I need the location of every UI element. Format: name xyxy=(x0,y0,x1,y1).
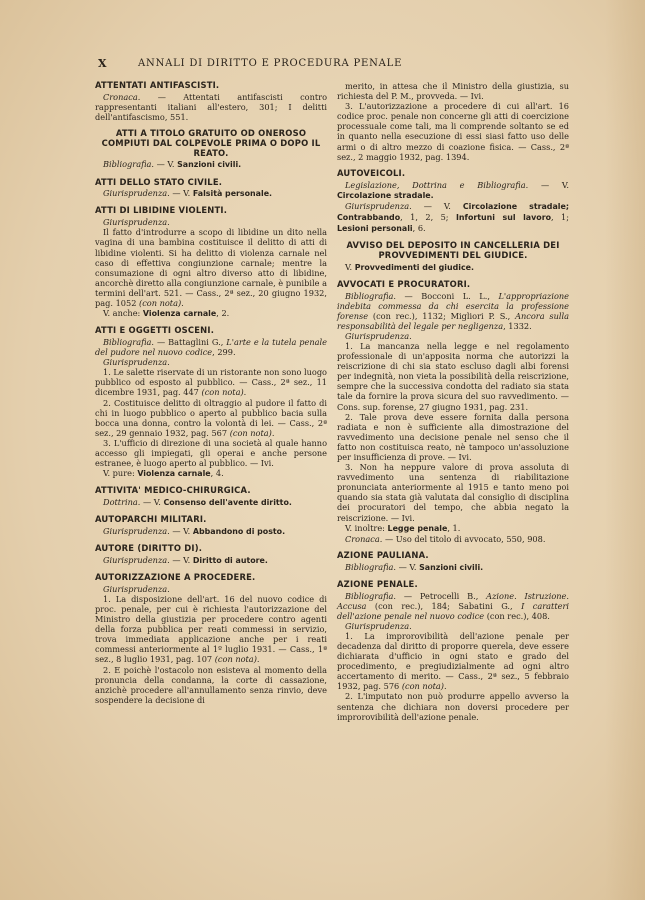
italic-text: (con nota) xyxy=(201,387,244,398)
entry-paragraph xyxy=(337,291,569,331)
italic-text: Giurisprudenza. xyxy=(103,554,170,565)
text-run: 1. Le salette riservate di un ristorante non sono luogo pubblico od esposto al pubblico. — Cass., 2ª sez., 11 dicembre 1931, pag. 447 xyxy=(95,367,327,398)
text-run: , 299. xyxy=(212,347,236,358)
text-run: — V. xyxy=(411,200,463,211)
entry-paragraph xyxy=(95,468,327,479)
text-run: . xyxy=(181,298,184,308)
text-run: merito, in attesa che il Ministro della giustizia, su richiesta del P. M., provveda. — Ivi. xyxy=(337,81,569,102)
italic-text: Giurisprudenza. xyxy=(103,217,170,228)
italic-text: Cronaca. xyxy=(103,91,141,102)
text-run: 2. Tale prova deve essere fornita dalla persona radiata e non è sufficiente alla dimostrazione del ravvedimento una decisione penale nel senso che il fatto non costituisca reato, nè tampoco un'assoluzione per insufficienza di prove. — Ivi. xyxy=(337,411,569,462)
italic-text: Bibliografia. xyxy=(103,336,155,347)
italic-text: (con nota) xyxy=(214,654,257,665)
text-run: — Petrocelli B., xyxy=(396,590,487,601)
index-entry xyxy=(95,544,327,566)
entry-heading: AZIONE PAULIANA. xyxy=(337,549,429,560)
entry-gap xyxy=(95,707,327,712)
text-run: Il fatto d'introdurre a scopo di libidine un dito nella vagina di una bambina costituisce il delitto di atti di libidine violenti. Si ha delitto di violenza carnale nel caso di effettiva congiunzione carnale; mentre la consumazione di ogni altro diverso atto di libidine, ancorchè diretto alla congiunzione carnale, è punibile a termini dell'art. 521. — Cass., 2ª sez., 20 giugno 1932, pag. 1052 xyxy=(95,227,327,308)
cross-reference: Falsità personale. xyxy=(192,189,273,199)
italic-text: Giurisprudenza. xyxy=(103,525,170,536)
text-run: 3. Non ha neppure valore di prova assoluta di ravvedimento una sentenza di riabilitazione pronunciata anteriormente al 1915 e tanto meno poi quando sia stata già valutata dal consiglio di disciplina dei procuratori del tempo, che abbia negato la reiscrizione. — Ivi. xyxy=(337,462,569,523)
text-run: — V. xyxy=(140,497,164,508)
text-run: (con rec.), 184; Sabatini G., xyxy=(366,600,522,611)
italic-text: Giurisprudenza. xyxy=(345,620,412,631)
entry-heading: AUTORIZZAZIONE A PROCEDERE. xyxy=(95,571,256,582)
entry-paragraph xyxy=(337,523,569,534)
entry-paragraph xyxy=(95,526,327,537)
italic-text: Giurisprudenza. xyxy=(103,583,170,594)
text-run: — V. xyxy=(396,561,420,572)
right-column xyxy=(337,81,569,729)
index-entry xyxy=(95,515,327,537)
italic-text: Giurisprudenza. xyxy=(345,200,412,211)
running-title: ANNALI DI DIRITTO E PROCEDURA PENALE xyxy=(138,58,403,69)
entry-paragraph xyxy=(95,398,327,438)
text-run: — Bocconi L. L., xyxy=(396,290,499,301)
entry-heading: ATTIVITA' MEDICO-CHIRURGICA. xyxy=(95,485,251,496)
text-run: . xyxy=(444,681,447,692)
text-run: , 1332. xyxy=(503,320,532,331)
entry-paragraph xyxy=(95,227,327,308)
entry-paragraph xyxy=(95,594,327,665)
index-entry xyxy=(95,206,327,319)
entry-paragraph xyxy=(95,188,327,199)
entry-paragraph xyxy=(95,337,327,357)
entry-paragraph xyxy=(95,367,327,397)
text-run: — Uso del titolo di avvocato, 550, 908. xyxy=(382,533,546,544)
index-entry xyxy=(337,551,569,573)
text-run: — V. xyxy=(528,179,569,190)
entry-paragraph xyxy=(95,584,327,594)
italic-text: (con nota) xyxy=(401,681,444,692)
text-run: V. pure: xyxy=(103,468,138,479)
cross-reference: Consenso dell'avente diritto. xyxy=(163,498,292,508)
cross-reference: Diritto di autore. xyxy=(192,555,268,565)
italic-text: Cronaca. xyxy=(345,533,383,544)
text-run: — V. xyxy=(154,159,178,170)
text-run: — V. xyxy=(169,554,193,565)
entry-paragraph xyxy=(95,357,327,367)
entry-paragraph xyxy=(95,555,327,566)
italic-text: Giurisprudenza. xyxy=(103,188,170,199)
text-run: , 4. xyxy=(210,468,224,479)
entry-paragraph xyxy=(95,217,327,227)
text-run: , 1. xyxy=(447,522,461,533)
cross-reference: Abbandono di posto. xyxy=(192,526,286,536)
entry-heading: AVVOCATI E PROCURATORI. xyxy=(337,278,471,289)
index-entry xyxy=(337,81,569,162)
text-run: , 6. xyxy=(412,222,426,233)
text-run: V. xyxy=(345,261,355,272)
text-run: — Battaglini G., xyxy=(154,336,227,347)
italic-text: Azione. Istruzione. Accusa xyxy=(337,590,569,611)
text-run: 1. La improrovibilità dell'azione penale per decadenza dal diritto di proporre querela, deve essere dichiarata d'ufficio in ogni stato e grado del procedimento, e pregiudizialmente ad ogni altro accertamento di merito. — Cass., 2ª sez., 5 febbraio 1932, pag. 576 xyxy=(337,630,569,692)
italic-text: Bibliografia. xyxy=(103,159,155,170)
entry-paragraph xyxy=(337,562,569,573)
entry-heading: AUTOVEICOLI. xyxy=(337,167,406,178)
entry-heading: AZIONE PENALE. xyxy=(337,578,418,589)
index-entry xyxy=(337,169,569,234)
italic-text: L'appropriazione indebita commessa da chi esercita la professione forense xyxy=(337,290,569,321)
italic-text: Giurisprudenza. xyxy=(103,357,170,368)
entry-paragraph xyxy=(95,438,327,468)
entry-paragraph xyxy=(337,262,569,273)
text-run: 3. L'autorizzazione a procedere di cui all'art. 16 codice proc. penale non concerne gli atti di coercizione processuale come tali, ma li comprende soltanto se ed in quanto nella esecuzione di essi siasi fatto uso delle armi o di altro mezzo di coazione fisica. — Cass., 2ª sez., 2 maggio 1932, pag. 1394. xyxy=(337,101,569,162)
entry-paragraph xyxy=(337,534,569,544)
text-run: , 2. xyxy=(216,308,230,319)
cross-reference: Violenza carnale xyxy=(137,469,211,479)
text-run: , 1; xyxy=(551,211,569,222)
cross-reference: Lesioni personali xyxy=(337,223,413,233)
index-entry xyxy=(95,326,327,479)
text-run: 1. La mancanza nella legge e nel regolamento professionale di un'apposita norma che autorizzi la reiscrizione di chi sia stato escluso dagli albi forensi per indegnità, non vieta la possibilità della reiscrizione, sempre che la successiva condotta del radiato sia stata tale da fornire la prova sicura del suo ravvedimento. — Cons. sup. forense, 27 giugno 1931, pag. 231. xyxy=(337,340,569,412)
page-number: X xyxy=(98,57,108,70)
italic-text: Bibliografia. xyxy=(345,590,397,601)
entry-paragraph xyxy=(337,591,569,621)
entry-heading: ATTI DI LIBIDINE VIOLENTI. xyxy=(95,205,228,216)
index-entry xyxy=(95,129,327,170)
text-run: 3. L'ufficio di direzione di una società al quale hanno accesso gli impiegati, gli operai e anche persone estranee, è luogo aperto al pubblico. — Ivi. xyxy=(95,437,327,469)
cross-reference: Sanzioni civili. xyxy=(419,562,484,572)
italic-text: Dottrina. xyxy=(103,497,141,508)
text-run: V. anche: xyxy=(103,308,143,319)
entry-heading: ATTI DELLO STATO CIVILE. xyxy=(95,176,223,187)
entry-paragraph xyxy=(337,631,569,692)
italic-text: I caratteri dell'azione penale nel nuovo codice xyxy=(337,600,569,621)
cross-reference: Sanzioni civili. xyxy=(177,160,242,170)
entry-heading: ATTENTATI ANTIFASCISTI. xyxy=(95,80,220,90)
italic-text: Giurisprudenza. xyxy=(345,330,412,341)
text-run: (con rec.), 1132; Migliori P. S., xyxy=(368,310,516,321)
entry-heading: ATTI A TITOLO GRATUITO OD ONEROSO COMPIUTI DAL COLPEVOLE PRIMA O DOPO IL REATO. xyxy=(101,128,321,158)
entry-heading: AUTOPARCHI MILITARI. xyxy=(95,514,207,525)
index-entry xyxy=(337,580,569,722)
text-run: 2. L'imputato non può produrre appello avverso la sentenza che dichiara non doversi procedere per improrovibilità dell'azione penale. xyxy=(337,691,569,722)
italic-text: L'arte e la tutela penale del pudore nel nuovo codice xyxy=(95,336,327,358)
entry-paragraph xyxy=(337,412,569,462)
text-run: 2. E poichè l'ostacolo non esisteva al momento della pronuncia della condanna, la corte di cassazione, anzichè procedere all'annullamento senza rinvio, deve sospendere la decisione di xyxy=(95,664,327,705)
italic-text: Bibliografia. xyxy=(345,561,397,572)
entry-gap xyxy=(337,724,569,729)
text-run: (con rec.), 408. xyxy=(484,610,550,621)
italic-text: Ancora sulla responsabilità del legale per negligenza xyxy=(337,310,569,331)
entry-paragraph xyxy=(95,159,327,170)
entry-heading: AVVISO DEL DEPOSITO IN CANCELLERIA DEI PROVVEDIMENTI DEL GIUDICE. xyxy=(346,240,560,260)
entry-paragraph xyxy=(337,621,569,631)
cross-reference: Infortuni sul lavoro xyxy=(455,212,552,222)
entry-paragraph xyxy=(337,101,569,162)
italic-text: (con nota) xyxy=(229,427,272,438)
entry-heading: AUTORE (DIRITTO DI). xyxy=(95,543,203,554)
text-run: — V. xyxy=(169,525,193,536)
text-run: — V. xyxy=(169,188,193,199)
entry-paragraph xyxy=(95,497,327,508)
entry-paragraph xyxy=(337,331,569,341)
text-run: 2. Costituisce delitto di oltraggio al pudore il fatto di chi in luogo pubblico o aperto al pubblico bacia sulla bocca una donna, contro la volontà di lei. — Cass., 2ª sez., 29 gennaio 1932, pag. 567 xyxy=(95,397,327,438)
cross-reference: Circolazione stradale; Contrabbando xyxy=(337,201,569,222)
index-entry xyxy=(95,81,327,122)
cross-reference: Legge penale xyxy=(387,523,448,533)
text-run: . xyxy=(243,387,247,398)
entry-paragraph xyxy=(337,341,569,412)
index-entry xyxy=(337,280,569,544)
entry-paragraph xyxy=(95,92,327,122)
entry-paragraph xyxy=(95,665,327,705)
left-column xyxy=(95,81,327,712)
text-run: — Attentati antifascisti contro rappresentanti italiani all'estero, 301; I delitti dell'antifascismo, 551. xyxy=(95,91,327,122)
entry-paragraph xyxy=(337,462,569,523)
index-entry xyxy=(95,178,327,200)
entry-paragraph xyxy=(337,81,569,101)
entry-heading: ATTI E OGGETTI OSCENI. xyxy=(95,325,215,336)
cross-reference: Circolazione stradale. xyxy=(337,190,434,200)
entry-paragraph xyxy=(337,691,569,721)
index-entry xyxy=(95,486,327,508)
entry-paragraph xyxy=(337,201,569,234)
index-entry xyxy=(95,573,327,705)
text-run: . xyxy=(256,654,260,665)
italic-text: (con nota) xyxy=(139,298,182,308)
entry-paragraph xyxy=(337,180,569,201)
text-run: V. inoltre: xyxy=(345,522,388,533)
text-run: , 1, 2, 5; xyxy=(400,211,456,222)
cross-reference: Violenza carnale xyxy=(142,309,217,319)
italic-text: Bibliografia. xyxy=(345,290,397,301)
entry-paragraph xyxy=(95,308,327,319)
text-run: . xyxy=(271,427,275,438)
cross-reference: Provvedimenti del giudice. xyxy=(354,262,474,272)
text-run: 1. La disposizione dell'art. 16 del nuovo codice di proc. penale, per cui è richiesta l'autorizzazione del Ministro della giustizia per procedere contro agenti della forza pubblica per reati commessi in servizio, trova immediata applicazione anche per i reati commessi anteriormente al 1º luglio 1931. — Cass., 1ª sez., 8 luglio 1931, pag. 107 xyxy=(95,593,327,665)
page-edge-shading xyxy=(605,0,645,900)
italic-text: Legislazione, Dottrina e Bibliografia. xyxy=(345,179,529,190)
index-entry xyxy=(337,241,569,273)
